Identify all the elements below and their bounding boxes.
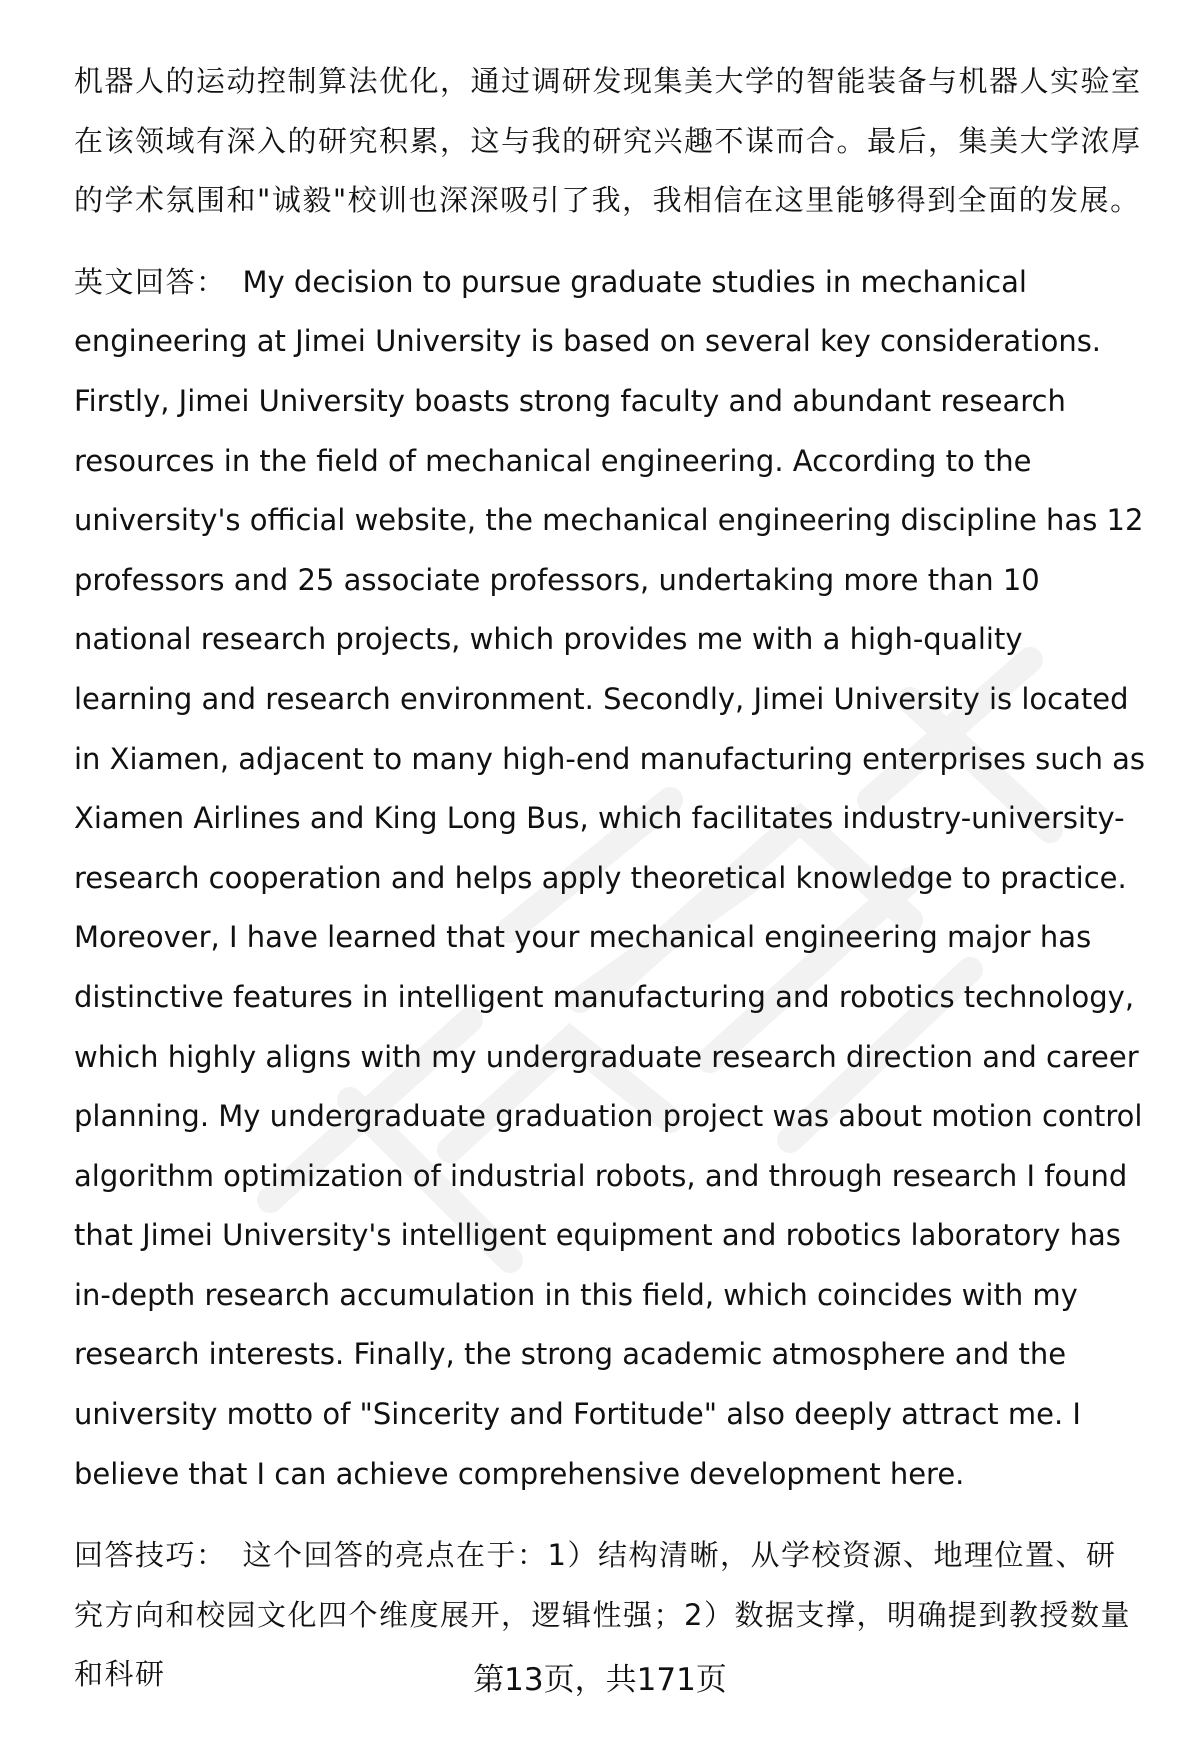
- paragraph-chinese-continued: 机器人的运动控制算法优化，通过调研发现集美大学的智能装备与机器人实验室在该领域有深入的研究积累，这与我的研究兴趣不谋而合。最后，集美大学浓厚的学术氛围和"诚毅"校训也深深吸引了我，我相信在这里能够得到全面的发展。: [74, 64, 1142, 218]
- document-body: [74, 52, 1146, 1705]
- english-answer-text: My decision to pursue graduate studies in mechanical engineering at Jimei University is based on several key considerations. Firstly, Jimei University boasts strong faculty and abundant research resources in the field of mechanical engineering. According to the university's official website, the mechanical engineering discipline has 12 professors and 25 associate professors, undertaking more than 10 national research projects, which provides me with a high-quality learning and research environment. Secondly, Jimei University is located in Xiamen, adjacent to many high-end manufacturing enterprises such as Xiamen Airlines and King Long Bus, which facilitates industry-university-research cooperation and helps apply theoretical knowledge to practice. Moreover, I have learned that your mechanical engineering major has distinctive features in intelligent manufacturing and robotics technology, which highly aligns with my undergraduate research direction and career planning. My undergraduate graduation project was about motion control algorithm optimization of industrial robots, and through research I found that Jimei University's intelligent equipment and robotics laboratory has in-depth research accumulation in this field, which coincides with my research interests. Finally, the strong academic atmosphere and the university motto of "Sincerity and Fortitude" also deeply attract me. I believe that I can achieve comprehensive development here.: [74, 264, 1146, 1491]
- answer-tips-text: 这个回答的亮点在于：1）结构清晰，从学校资源、地理位置、研究方向和校园文化四个维度展开，逻辑性强；2）数据支撑，明确提到教授数量和科研: [74, 1538, 1131, 1692]
- english-answer-paragraph: [74, 253, 1146, 1504]
- english-answer-label: 英文回答：: [74, 264, 227, 299]
- answer-tips-label: 回答技巧：: [74, 1538, 227, 1573]
- paragraph-spacer: [74, 1504, 1146, 1526]
- page-number-footer: 第13页，共171页: [473, 1662, 727, 1698]
- paragraph-spacer: [74, 231, 1146, 253]
